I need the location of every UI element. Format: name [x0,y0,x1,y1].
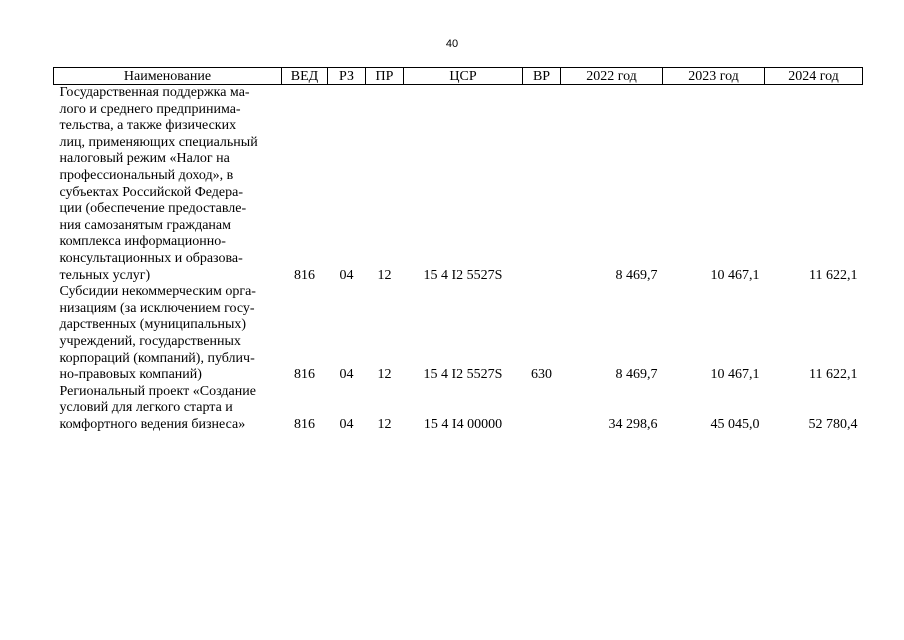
cell-2024: 11 622,1 [809,267,858,283]
cell-pr: 12 [377,416,392,432]
cell-2022: 8 469,7 [615,367,658,383]
cell-pr: 12 [377,267,392,283]
cell-ved: 816 [294,367,315,383]
name-line: комфортного ведения бизнеса» [59,416,246,432]
cell-2022: 34 298,6 [608,416,658,432]
name-line: условий для легкого старта и [59,400,233,416]
header-2023: 2023 год [663,68,765,85]
cell-2024: 11 622,1 [809,367,858,383]
table-row [54,284,863,384]
cell-csr: 15 4 I2 5527S [423,267,503,283]
name-line: комплекса информационно- [59,234,226,250]
header-csr: ЦСР [404,68,523,85]
header-name: Наименование [54,68,282,85]
cell-2023: 45 045,0 [710,416,760,432]
name-line: тельных услуг) [59,267,151,283]
name-line: профессиональный доход», в [59,167,234,183]
name-line: лого и среднего предпринима- [59,101,241,117]
name-line: тельства, а также физических [59,118,237,134]
header-rz: РЗ [328,68,366,85]
name-line: ции (обеспечение предоставле- [59,201,247,217]
header-vr: ВР [523,68,561,85]
name-line: ния самозанятым гражданам [59,217,231,233]
cell-vr [523,384,561,434]
header-2024: 2024 год [765,68,863,85]
name-line: лиц, применяющих специальный [59,134,258,150]
cell-ved: 816 [294,416,315,432]
cell-name [54,384,282,434]
cell-rz: 04 [339,367,354,383]
name-line: консультационных и образова- [59,250,243,266]
name-line: но-правовых компаний) [59,367,202,383]
cell-rz: 04 [339,416,354,432]
name-line: корпораций (компаний), публич- [59,350,255,366]
cell-pr: 12 [377,367,392,383]
header-ved: ВЕД [282,68,328,85]
cell-vr: 630 [531,367,552,383]
name-line: дарственных (муниципальных) [59,317,247,333]
cell-2023: 10 467,1 [710,367,760,383]
name-line: Региональный проект «Создание [59,383,256,399]
header-2022: 2022 год [561,68,663,85]
cell-2023: 10 467,1 [710,267,760,283]
table-row [54,85,863,285]
cell-csr: 15 4 I2 5527S [423,367,503,383]
cell-name [54,85,282,285]
name-line: Государственная поддержка ма- [59,85,250,100]
cell-rz: 04 [339,267,354,283]
table-header-row [54,68,863,85]
name-line: Субсидии некоммерческим орга- [59,284,256,300]
table-body [54,85,863,434]
cell-vr [523,85,561,285]
cell-2024: 52 780,4 [808,416,858,432]
name-line: налоговый режим «Налог на [59,151,230,167]
name-line: низациям (за исключением госу- [59,300,255,316]
name-line: субъектах Российской Федера- [59,184,243,200]
page-number: 40 [445,38,459,50]
cell-name [54,284,282,384]
table-row [54,384,863,434]
budget-table [53,67,863,433]
cell-ved: 816 [294,267,315,283]
cell-2022: 8 469,7 [615,267,658,283]
header-pr: ПР [366,68,404,85]
cell-csr: 15 4 I4 00000 [423,416,503,432]
name-line: учреждений, государственных [59,333,241,349]
